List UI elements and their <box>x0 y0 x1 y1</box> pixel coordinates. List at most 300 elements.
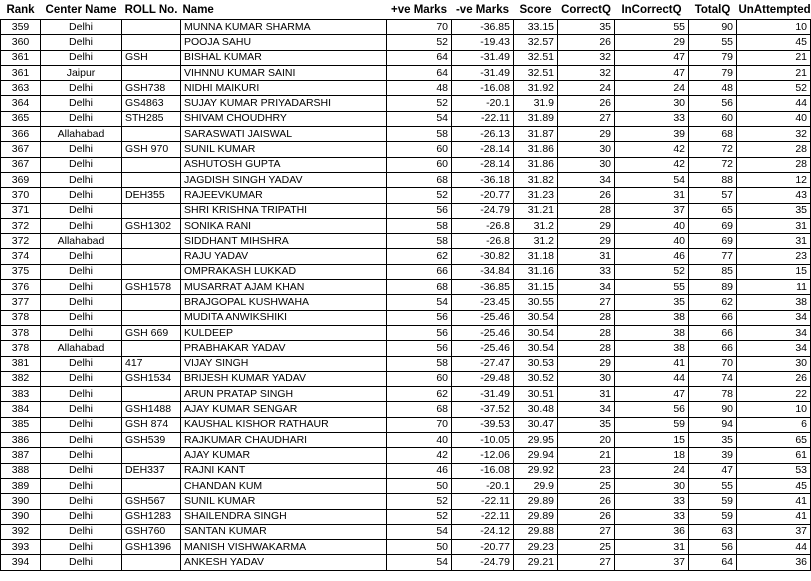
incorrect-cell: 46 <box>615 249 689 264</box>
total-cell: 66 <box>689 310 737 325</box>
incorrect-cell: 47 <box>615 50 689 65</box>
roll-cell <box>122 478 181 493</box>
correct-cell: 23 <box>558 463 615 478</box>
correct-cell: 30 <box>558 371 615 386</box>
name-cell: PRABHAKAR YADAV <box>181 341 387 356</box>
center-cell: Delhi <box>41 35 122 50</box>
total-cell: 55 <box>689 478 737 493</box>
negative-marks-cell: -24.79 <box>452 203 514 218</box>
incorrect-cell: 38 <box>615 341 689 356</box>
column-header-incorrect-q: InCorrectQ <box>615 0 689 20</box>
center-cell: Delhi <box>41 295 122 310</box>
roll-cell: STH285 <box>122 111 181 126</box>
roll-cell <box>122 341 181 356</box>
name-cell: SIDDHANT MIHSHRA <box>181 234 387 249</box>
total-cell: 72 <box>689 142 737 157</box>
name-cell: BRAJGOPAL KUSHWAHA <box>181 295 387 310</box>
total-cell: 35 <box>689 433 737 448</box>
incorrect-cell: 29 <box>615 35 689 50</box>
correct-cell: 27 <box>558 555 615 570</box>
rank-cell: 361 <box>1 50 41 65</box>
negative-marks-cell: -26.8 <box>452 234 514 249</box>
total-cell: 69 <box>689 234 737 249</box>
column-header-correct-q: CorrectQ <box>558 0 615 20</box>
rank-cell: 392 <box>1 524 41 539</box>
incorrect-cell: 38 <box>615 325 689 340</box>
incorrect-cell: 40 <box>615 218 689 233</box>
score-cell: 31.23 <box>514 188 558 203</box>
name-cell: VIJAY SINGH <box>181 356 387 371</box>
table-row <box>1 81 811 96</box>
center-cell: Delhi <box>41 264 122 279</box>
unattempted-cell: 32 <box>737 127 811 142</box>
negative-marks-cell: -20.1 <box>452 96 514 111</box>
center-cell: Delhi <box>41 448 122 463</box>
table-row <box>1 35 811 50</box>
positive-marks-cell: 60 <box>387 142 452 157</box>
negative-marks-cell: -31.49 <box>452 65 514 80</box>
incorrect-cell: 55 <box>615 280 689 295</box>
incorrect-cell: 15 <box>615 433 689 448</box>
negative-marks-cell: -24.79 <box>452 555 514 570</box>
negative-marks-cell: -31.49 <box>452 50 514 65</box>
rank-cell: 374 <box>1 249 41 264</box>
correct-cell: 29 <box>558 356 615 371</box>
rank-cell: 371 <box>1 203 41 218</box>
incorrect-cell: 30 <box>615 96 689 111</box>
rank-cell: 387 <box>1 448 41 463</box>
name-cell: KAUSHAL KISHOR RATHAUR <box>181 417 387 432</box>
incorrect-cell: 24 <box>615 463 689 478</box>
score-cell: 31.15 <box>514 280 558 295</box>
total-cell: 56 <box>689 96 737 111</box>
correct-cell: 32 <box>558 50 615 65</box>
positive-marks-cell: 68 <box>387 402 452 417</box>
total-cell: 59 <box>689 509 737 524</box>
table-row <box>1 295 811 310</box>
center-cell: Delhi <box>41 50 122 65</box>
negative-marks-cell: -12.06 <box>452 448 514 463</box>
center-cell: Delhi <box>41 20 122 35</box>
center-cell: Delhi <box>41 280 122 295</box>
score-cell: 29.21 <box>514 555 558 570</box>
total-cell: 60 <box>689 111 737 126</box>
total-cell: 70 <box>689 356 737 371</box>
positive-marks-cell: 66 <box>387 264 452 279</box>
correct-cell: 25 <box>558 478 615 493</box>
positive-marks-cell: 64 <box>387 65 452 80</box>
positive-marks-cell: 56 <box>387 203 452 218</box>
unattempted-cell: 22 <box>737 387 811 402</box>
score-cell: 30.54 <box>514 341 558 356</box>
table-body <box>1 20 811 571</box>
unattempted-cell: 34 <box>737 325 811 340</box>
negative-marks-cell: -25.46 <box>452 341 514 356</box>
rank-cell: 363 <box>1 81 41 96</box>
roll-cell <box>122 65 181 80</box>
score-cell: 31.82 <box>514 172 558 187</box>
table-row <box>1 463 811 478</box>
correct-cell: 34 <box>558 280 615 295</box>
positive-marks-cell: 54 <box>387 524 452 539</box>
center-cell: Delhi <box>41 249 122 264</box>
table-row <box>1 142 811 157</box>
incorrect-cell: 35 <box>615 295 689 310</box>
name-cell: SHIVAM CHOUDHRY <box>181 111 387 126</box>
rank-cell: 364 <box>1 96 41 111</box>
roll-cell: GSH <box>122 50 181 65</box>
roll-cell: GSH738 <box>122 81 181 96</box>
correct-cell: 25 <box>558 540 615 555</box>
incorrect-cell: 41 <box>615 356 689 371</box>
total-cell: 64 <box>689 555 737 570</box>
unattempted-cell: 34 <box>737 341 811 356</box>
unattempted-cell: 6 <box>737 417 811 432</box>
total-cell: 68 <box>689 127 737 142</box>
incorrect-cell: 44 <box>615 371 689 386</box>
incorrect-cell: 59 <box>615 417 689 432</box>
negative-marks-cell: -20.1 <box>452 478 514 493</box>
score-cell: 31.18 <box>514 249 558 264</box>
name-cell: SHAILENDRA SINGH <box>181 509 387 524</box>
positive-marks-cell: 58 <box>387 234 452 249</box>
roll-cell <box>122 264 181 279</box>
incorrect-cell: 47 <box>615 387 689 402</box>
name-cell: SUNIL KUMAR <box>181 494 387 509</box>
roll-cell <box>122 35 181 50</box>
rank-cell: 376 <box>1 280 41 295</box>
center-cell: Delhi <box>41 310 122 325</box>
center-cell: Allahabad <box>41 234 122 249</box>
roll-cell: DEH337 <box>122 463 181 478</box>
header-row <box>1 0 811 20</box>
positive-marks-cell: 42 <box>387 448 452 463</box>
name-cell: MANISH VISHWAKARMA <box>181 540 387 555</box>
incorrect-cell: 54 <box>615 172 689 187</box>
roll-cell <box>122 448 181 463</box>
center-cell: Allahabad <box>41 127 122 142</box>
rank-cell: 367 <box>1 142 41 157</box>
table-row <box>1 218 811 233</box>
name-cell: SARASWATI JAISWAL <box>181 127 387 142</box>
rank-cell: 372 <box>1 234 41 249</box>
center-cell: Delhi <box>41 509 122 524</box>
positive-marks-cell: 52 <box>387 96 452 111</box>
rank-cell: 375 <box>1 264 41 279</box>
negative-marks-cell: -25.46 <box>452 310 514 325</box>
roll-cell <box>122 310 181 325</box>
score-cell: 29.9 <box>514 478 558 493</box>
name-cell: NIDHI MAIKURI <box>181 81 387 96</box>
roll-cell <box>122 20 181 35</box>
name-cell: SHRI KRISHNA TRIPATHI <box>181 203 387 218</box>
name-cell: BISHAL KUMAR <box>181 50 387 65</box>
roll-cell: GSH539 <box>122 433 181 448</box>
incorrect-cell: 37 <box>615 203 689 218</box>
table-row <box>1 509 811 524</box>
correct-cell: 35 <box>558 20 615 35</box>
center-cell: Delhi <box>41 494 122 509</box>
incorrect-cell: 42 <box>615 142 689 157</box>
unattempted-cell: 52 <box>737 81 811 96</box>
rank-cell: 389 <box>1 478 41 493</box>
rank-cell: 383 <box>1 387 41 402</box>
negative-marks-cell: -36.85 <box>452 280 514 295</box>
total-cell: 79 <box>689 65 737 80</box>
negative-marks-cell: -22.11 <box>452 509 514 524</box>
name-cell: SUJAY KUMAR PRIYADARSHI <box>181 96 387 111</box>
negative-marks-cell: -20.77 <box>452 188 514 203</box>
name-cell: VIHNNU KUMAR SAINI <box>181 65 387 80</box>
name-cell: RAJKUMAR CHAUDHARI <box>181 433 387 448</box>
score-cell: 29.95 <box>514 433 558 448</box>
name-cell: ASHUTOSH GUPTA <box>181 157 387 172</box>
center-cell: Delhi <box>41 478 122 493</box>
correct-cell: 26 <box>558 96 615 111</box>
positive-marks-cell: 54 <box>387 295 452 310</box>
positive-marks-cell: 54 <box>387 555 452 570</box>
name-cell: ARUN PRATAP SINGH <box>181 387 387 402</box>
negative-marks-cell: -28.14 <box>452 157 514 172</box>
correct-cell: 29 <box>558 127 615 142</box>
roll-cell: GSH1283 <box>122 509 181 524</box>
positive-marks-cell: 70 <box>387 20 452 35</box>
positive-marks-cell: 48 <box>387 81 452 96</box>
center-cell: Jaipur <box>41 65 122 80</box>
unattempted-cell: 44 <box>737 96 811 111</box>
total-cell: 89 <box>689 280 737 295</box>
negative-marks-cell: -16.08 <box>452 463 514 478</box>
unattempted-cell: 53 <box>737 463 811 478</box>
score-cell: 29.94 <box>514 448 558 463</box>
column-header-name: Name <box>181 0 387 20</box>
unattempted-cell: 10 <box>737 20 811 35</box>
rank-cell: 367 <box>1 157 41 172</box>
table-row <box>1 127 811 142</box>
score-cell: 32.57 <box>514 35 558 50</box>
table-row <box>1 65 811 80</box>
positive-marks-cell: 52 <box>387 188 452 203</box>
table-row <box>1 20 811 35</box>
roll-cell: GSH1578 <box>122 280 181 295</box>
correct-cell: 31 <box>558 249 615 264</box>
center-cell: Delhi <box>41 371 122 386</box>
score-cell: 30.53 <box>514 356 558 371</box>
total-cell: 90 <box>689 402 737 417</box>
negative-marks-cell: -22.11 <box>452 111 514 126</box>
score-cell: 29.92 <box>514 463 558 478</box>
negative-marks-cell: -28.14 <box>452 142 514 157</box>
positive-marks-cell: 58 <box>387 218 452 233</box>
table-row <box>1 433 811 448</box>
center-cell: Delhi <box>41 188 122 203</box>
center-cell: Delhi <box>41 463 122 478</box>
center-cell: Delhi <box>41 218 122 233</box>
correct-cell: 30 <box>558 157 615 172</box>
rank-cell: 385 <box>1 417 41 432</box>
name-cell: RAJNI KANT <box>181 463 387 478</box>
negative-marks-cell: -34.84 <box>452 264 514 279</box>
column-header-negative-marks: -ve Marks <box>452 0 514 20</box>
roll-cell: 417 <box>122 356 181 371</box>
total-cell: 69 <box>689 218 737 233</box>
roll-cell: GSH1302 <box>122 218 181 233</box>
roll-cell <box>122 172 181 187</box>
positive-marks-cell: 62 <box>387 249 452 264</box>
rank-cell: 360 <box>1 35 41 50</box>
score-cell: 29.89 <box>514 509 558 524</box>
incorrect-cell: 39 <box>615 127 689 142</box>
center-cell: Allahabad <box>41 341 122 356</box>
table-row <box>1 203 811 218</box>
center-cell: Delhi <box>41 540 122 555</box>
positive-marks-cell: 46 <box>387 463 452 478</box>
table-row <box>1 402 811 417</box>
positive-marks-cell: 56 <box>387 325 452 340</box>
total-cell: 66 <box>689 325 737 340</box>
score-cell: 32.51 <box>514 65 558 80</box>
roll-cell: GSH1488 <box>122 402 181 417</box>
score-cell: 31.92 <box>514 81 558 96</box>
table-row <box>1 234 811 249</box>
positive-marks-cell: 54 <box>387 111 452 126</box>
total-cell: 72 <box>689 157 737 172</box>
positive-marks-cell: 52 <box>387 509 452 524</box>
incorrect-cell: 36 <box>615 524 689 539</box>
incorrect-cell: 40 <box>615 234 689 249</box>
rank-cell: 377 <box>1 295 41 310</box>
incorrect-cell: 47 <box>615 65 689 80</box>
total-cell: 48 <box>689 81 737 96</box>
roll-cell: DEH355 <box>122 188 181 203</box>
roll-cell <box>122 234 181 249</box>
total-cell: 56 <box>689 540 737 555</box>
incorrect-cell: 33 <box>615 111 689 126</box>
table-row <box>1 524 811 539</box>
roll-cell <box>122 555 181 570</box>
name-cell: AJAY KUMAR SENGAR <box>181 402 387 417</box>
rank-cell: 378 <box>1 325 41 340</box>
unattempted-cell: 43 <box>737 188 811 203</box>
total-cell: 85 <box>689 264 737 279</box>
center-cell: Delhi <box>41 417 122 432</box>
score-cell: 31.86 <box>514 142 558 157</box>
total-cell: 78 <box>689 387 737 402</box>
center-cell: Delhi <box>41 142 122 157</box>
unattempted-cell: 10 <box>737 402 811 417</box>
column-header-score: Score <box>514 0 558 20</box>
rank-cell: 359 <box>1 20 41 35</box>
rank-cell: 365 <box>1 111 41 126</box>
rank-cell: 378 <box>1 310 41 325</box>
score-cell: 29.23 <box>514 540 558 555</box>
correct-cell: 24 <box>558 81 615 96</box>
unattempted-cell: 15 <box>737 264 811 279</box>
unattempted-cell: 31 <box>737 234 811 249</box>
negative-marks-cell: -36.18 <box>452 172 514 187</box>
rank-cell: 369 <box>1 172 41 187</box>
correct-cell: 35 <box>558 417 615 432</box>
incorrect-cell: 37 <box>615 555 689 570</box>
total-cell: 63 <box>689 524 737 539</box>
score-cell: 30.47 <box>514 417 558 432</box>
score-cell: 29.89 <box>514 494 558 509</box>
table-row <box>1 172 811 187</box>
center-cell: Delhi <box>41 325 122 340</box>
name-cell: JAGDISH SINGH YADAV <box>181 172 387 187</box>
incorrect-cell: 33 <box>615 494 689 509</box>
correct-cell: 26 <box>558 35 615 50</box>
table-header <box>1 0 811 20</box>
positive-marks-cell: 62 <box>387 387 452 402</box>
rank-cell: 384 <box>1 402 41 417</box>
score-cell: 30.54 <box>514 310 558 325</box>
positive-marks-cell: 68 <box>387 172 452 187</box>
total-cell: 94 <box>689 417 737 432</box>
negative-marks-cell: -16.08 <box>452 81 514 96</box>
roll-cell: GSH 874 <box>122 417 181 432</box>
column-header-center-name: Center Name <box>41 0 122 20</box>
negative-marks-cell: -19.43 <box>452 35 514 50</box>
correct-cell: 31 <box>558 387 615 402</box>
negative-marks-cell: -36.85 <box>452 20 514 35</box>
score-cell: 31.2 <box>514 218 558 233</box>
correct-cell: 28 <box>558 203 615 218</box>
roll-cell: GS4863 <box>122 96 181 111</box>
unattempted-cell: 35 <box>737 203 811 218</box>
total-cell: 66 <box>689 341 737 356</box>
correct-cell: 27 <box>558 295 615 310</box>
roll-cell <box>122 203 181 218</box>
positive-marks-cell: 40 <box>387 433 452 448</box>
total-cell: 77 <box>689 249 737 264</box>
unattempted-cell: 45 <box>737 478 811 493</box>
total-cell: 79 <box>689 50 737 65</box>
unattempted-cell: 36 <box>737 555 811 570</box>
total-cell: 59 <box>689 494 737 509</box>
negative-marks-cell: -25.46 <box>452 325 514 340</box>
unattempted-cell: 23 <box>737 249 811 264</box>
table-row <box>1 111 811 126</box>
correct-cell: 32 <box>558 65 615 80</box>
unattempted-cell: 41 <box>737 509 811 524</box>
incorrect-cell: 30 <box>615 478 689 493</box>
name-cell: RAJU YADAV <box>181 249 387 264</box>
total-cell: 39 <box>689 448 737 463</box>
correct-cell: 26 <box>558 494 615 509</box>
positive-marks-cell: 64 <box>387 50 452 65</box>
score-cell: 29.88 <box>514 524 558 539</box>
unattempted-cell: 45 <box>737 35 811 50</box>
rank-cell: 372 <box>1 218 41 233</box>
incorrect-cell: 42 <box>615 157 689 172</box>
score-cell: 33.15 <box>514 20 558 35</box>
roll-cell <box>122 249 181 264</box>
name-cell: ANKESH YADAV <box>181 555 387 570</box>
score-cell: 30.54 <box>514 325 558 340</box>
name-cell: CHANDAN KUM <box>181 478 387 493</box>
table-row <box>1 387 811 402</box>
total-cell: 47 <box>689 463 737 478</box>
total-cell: 55 <box>689 35 737 50</box>
correct-cell: 27 <box>558 524 615 539</box>
roll-cell: GSH1396 <box>122 540 181 555</box>
incorrect-cell: 56 <box>615 402 689 417</box>
table-row <box>1 341 811 356</box>
score-cell: 31.86 <box>514 157 558 172</box>
correct-cell: 30 <box>558 142 615 157</box>
rank-cell: 390 <box>1 494 41 509</box>
